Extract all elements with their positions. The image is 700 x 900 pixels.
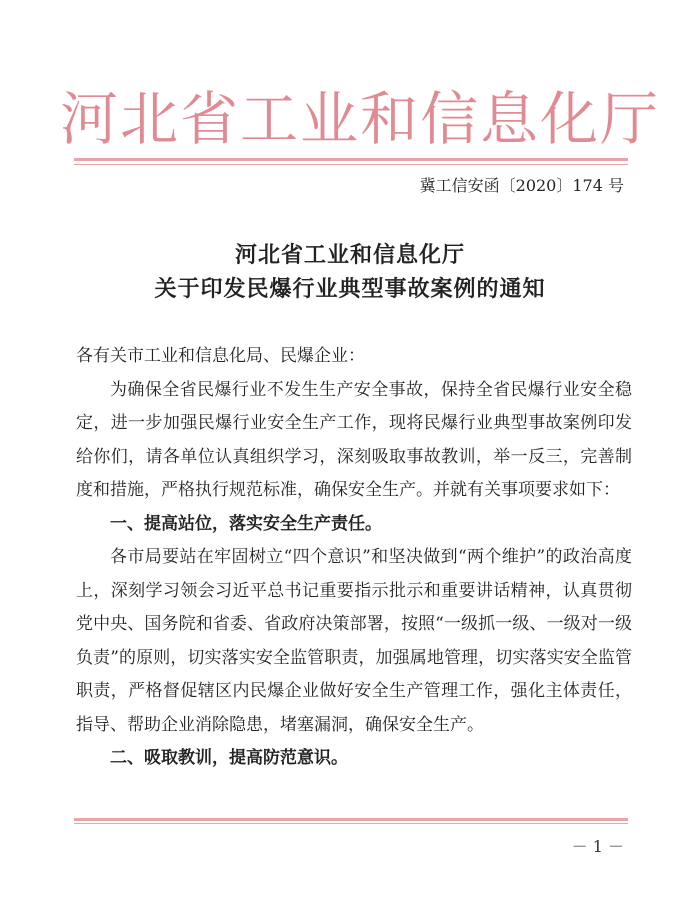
letterhead-title: 河北省工业和信息化厅 — [60, 85, 661, 153]
document-title — [60, 238, 640, 306]
letterhead-rule-thin — [74, 164, 628, 165]
footer-rule-thick — [74, 818, 628, 821]
section-1-paragraph: 各市局要站在牢固树立“四个意识”和坚决做到“两个维护”的政治高度上，深刻学习领会习近平总书记重要指示批示和重要讲话精神，认真贯彻党中央、国务院和省委、省政府决策部署，按照“一级抓一级、一级对一级负责”的原则，切实落实安全监管职责，加强属地管理，切实落实安全监管职责，严格督促辖区内民爆企业做好安全生产管理工作，强化主体责任，指导、帮助企业消除隐患，堵塞漏洞，确保安全生产。 — [76, 547, 632, 735]
section-2-heading: 二、吸取教训，提高防范意识。 — [110, 748, 348, 768]
intro-paragraph: 为确保全省民爆行业不发生生产安全事故，保持全省民爆行业安全稳定，进一步加强民爆行业安全生产工作，现将民爆行业典型事故案例印发给你们，请各单位认真组织学习，深刻吸取事故教训，举一反三，完善制度和措施，严格执行规范标准，确保安全生产。并就有关事项要求如下： — [76, 379, 632, 500]
letterhead-rule-thick — [74, 158, 628, 161]
salutation: 各有关市工业和信息化局、民爆企业： — [76, 346, 365, 366]
document-title-line-1: 河北省工业和信息化厅 — [234, 242, 465, 268]
section-1-heading: 一、提高站位，落实安全生产责任。 — [110, 513, 382, 534]
document-number: 冀工信安函〔2020〕174 号 — [419, 176, 624, 195]
page-number: － 1 － — [571, 837, 624, 856]
footer-rule-thin — [74, 823, 628, 824]
document-title-line-2: 关于印发民爆行业典型事故案例的通知 — [154, 276, 546, 302]
document-body — [76, 340, 632, 776]
